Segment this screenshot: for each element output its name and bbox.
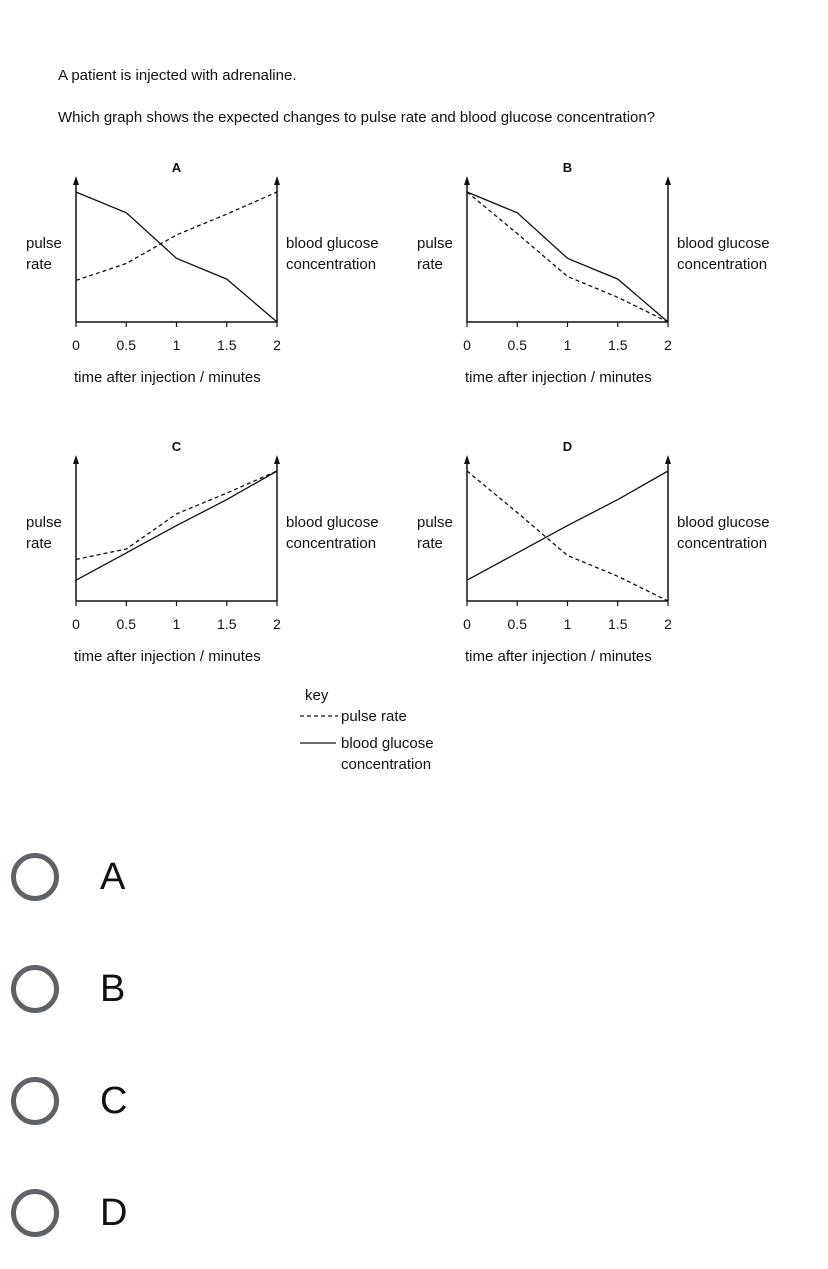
y-right-label-2: concentration bbox=[677, 256, 768, 273]
y-left-label-2: rate bbox=[26, 256, 52, 273]
y-left-label-1: pulse bbox=[417, 514, 453, 531]
graph-a bbox=[26, 160, 379, 386]
x-tick-label: 1 bbox=[563, 337, 572, 353]
pulse-rate-line bbox=[76, 471, 277, 559]
graph-title: A bbox=[171, 160, 182, 175]
x-tick-label: 0.5 bbox=[116, 337, 136, 353]
x-tick-label: 1 bbox=[563, 616, 572, 632]
blood-glucose-line bbox=[467, 471, 668, 580]
key-glucose-label-2: concentration bbox=[341, 756, 432, 773]
x-tick-label: 1.5 bbox=[608, 616, 628, 632]
x-tick-label: 0 bbox=[72, 616, 80, 632]
y-right-label-2: concentration bbox=[677, 535, 768, 552]
y-right-label-2: concentration bbox=[286, 535, 377, 552]
x-axis-label: time after injection / minutes bbox=[74, 369, 261, 386]
pulse-rate-line bbox=[467, 192, 668, 322]
x-tick-label: 2 bbox=[664, 616, 672, 632]
x-tick-label: 0 bbox=[463, 337, 471, 353]
x-axis-label: time after injection / minutes bbox=[465, 648, 652, 665]
x-tick-label: 1 bbox=[172, 337, 181, 353]
blood-glucose-line bbox=[467, 192, 668, 322]
key-glucose-label-1: blood glucose bbox=[341, 735, 434, 752]
graph-c bbox=[26, 439, 379, 665]
left-axis-arrow-icon bbox=[464, 455, 470, 464]
blood-glucose-line bbox=[76, 471, 277, 580]
y-left-label-1: pulse bbox=[417, 235, 453, 252]
x-tick-label: 0 bbox=[72, 337, 80, 353]
question-prompt: Which graph shows the expected changes to pulse rate and blood glucose concentration? bbox=[58, 109, 656, 126]
x-tick-label: 2 bbox=[664, 337, 672, 353]
graphs-figure bbox=[0, 150, 828, 790]
graph-d bbox=[417, 439, 770, 665]
option-c[interactable] bbox=[10, 1076, 310, 1136]
x-axis-label: time after injection / minutes bbox=[465, 369, 652, 386]
x-tick-label: 1.5 bbox=[608, 337, 628, 353]
y-right-label-1: blood glucose bbox=[677, 514, 770, 531]
graph-b bbox=[417, 160, 770, 386]
option-d-label: D bbox=[100, 1192, 128, 1234]
y-right-label-2: concentration bbox=[286, 256, 377, 273]
x-tick-label: 1.5 bbox=[217, 337, 237, 353]
x-tick-label: 1.5 bbox=[217, 616, 237, 632]
key-pulse-label: pulse rate bbox=[341, 708, 407, 725]
graph-title: C bbox=[171, 439, 182, 454]
graph-title: D bbox=[562, 439, 573, 454]
x-tick-label: 2 bbox=[273, 616, 281, 632]
x-tick-label: 0.5 bbox=[507, 616, 527, 632]
y-right-label-1: blood glucose bbox=[677, 235, 770, 252]
right-axis-arrow-icon bbox=[274, 455, 280, 464]
key bbox=[300, 687, 434, 773]
x-tick-label: 0.5 bbox=[507, 337, 527, 353]
left-axis-arrow-icon bbox=[73, 455, 79, 464]
pulse-rate-line bbox=[467, 471, 668, 601]
right-axis-arrow-icon bbox=[665, 455, 671, 464]
radio-a-icon[interactable] bbox=[11, 853, 59, 901]
y-right-label-1: blood glucose bbox=[286, 514, 379, 531]
y-left-label-2: rate bbox=[417, 535, 443, 552]
y-left-label-2: rate bbox=[26, 535, 52, 552]
question-intro: A patient is injected with adrenaline. bbox=[58, 67, 297, 84]
x-tick-label: 0 bbox=[463, 616, 471, 632]
x-tick-label: 1 bbox=[172, 616, 181, 632]
option-d[interactable] bbox=[10, 1188, 310, 1248]
graph-title: B bbox=[562, 160, 573, 175]
key-title: key bbox=[305, 687, 329, 704]
blood-glucose-line bbox=[76, 192, 277, 322]
radio-c-icon[interactable] bbox=[11, 1077, 59, 1125]
option-b-label: B bbox=[100, 968, 126, 1010]
left-axis-arrow-icon bbox=[73, 176, 79, 185]
y-left-label-1: pulse bbox=[26, 235, 62, 252]
x-tick-label: 2 bbox=[273, 337, 281, 353]
option-c-label: C bbox=[100, 1080, 128, 1122]
y-left-label-1: pulse bbox=[26, 514, 62, 531]
y-left-label-2: rate bbox=[417, 256, 443, 273]
right-axis-arrow-icon bbox=[665, 176, 671, 185]
y-right-label-1: blood glucose bbox=[286, 235, 379, 252]
pulse-rate-line bbox=[76, 192, 277, 280]
left-axis-arrow-icon bbox=[464, 176, 470, 185]
radio-d-icon[interactable] bbox=[11, 1189, 59, 1237]
radio-b-icon[interactable] bbox=[11, 965, 59, 1013]
right-axis-arrow-icon bbox=[274, 176, 280, 185]
option-b[interactable] bbox=[10, 964, 310, 1024]
x-tick-label: 0.5 bbox=[116, 616, 136, 632]
option-a[interactable] bbox=[10, 852, 310, 912]
x-axis-label: time after injection / minutes bbox=[74, 648, 261, 665]
option-a-label: A bbox=[100, 856, 126, 898]
